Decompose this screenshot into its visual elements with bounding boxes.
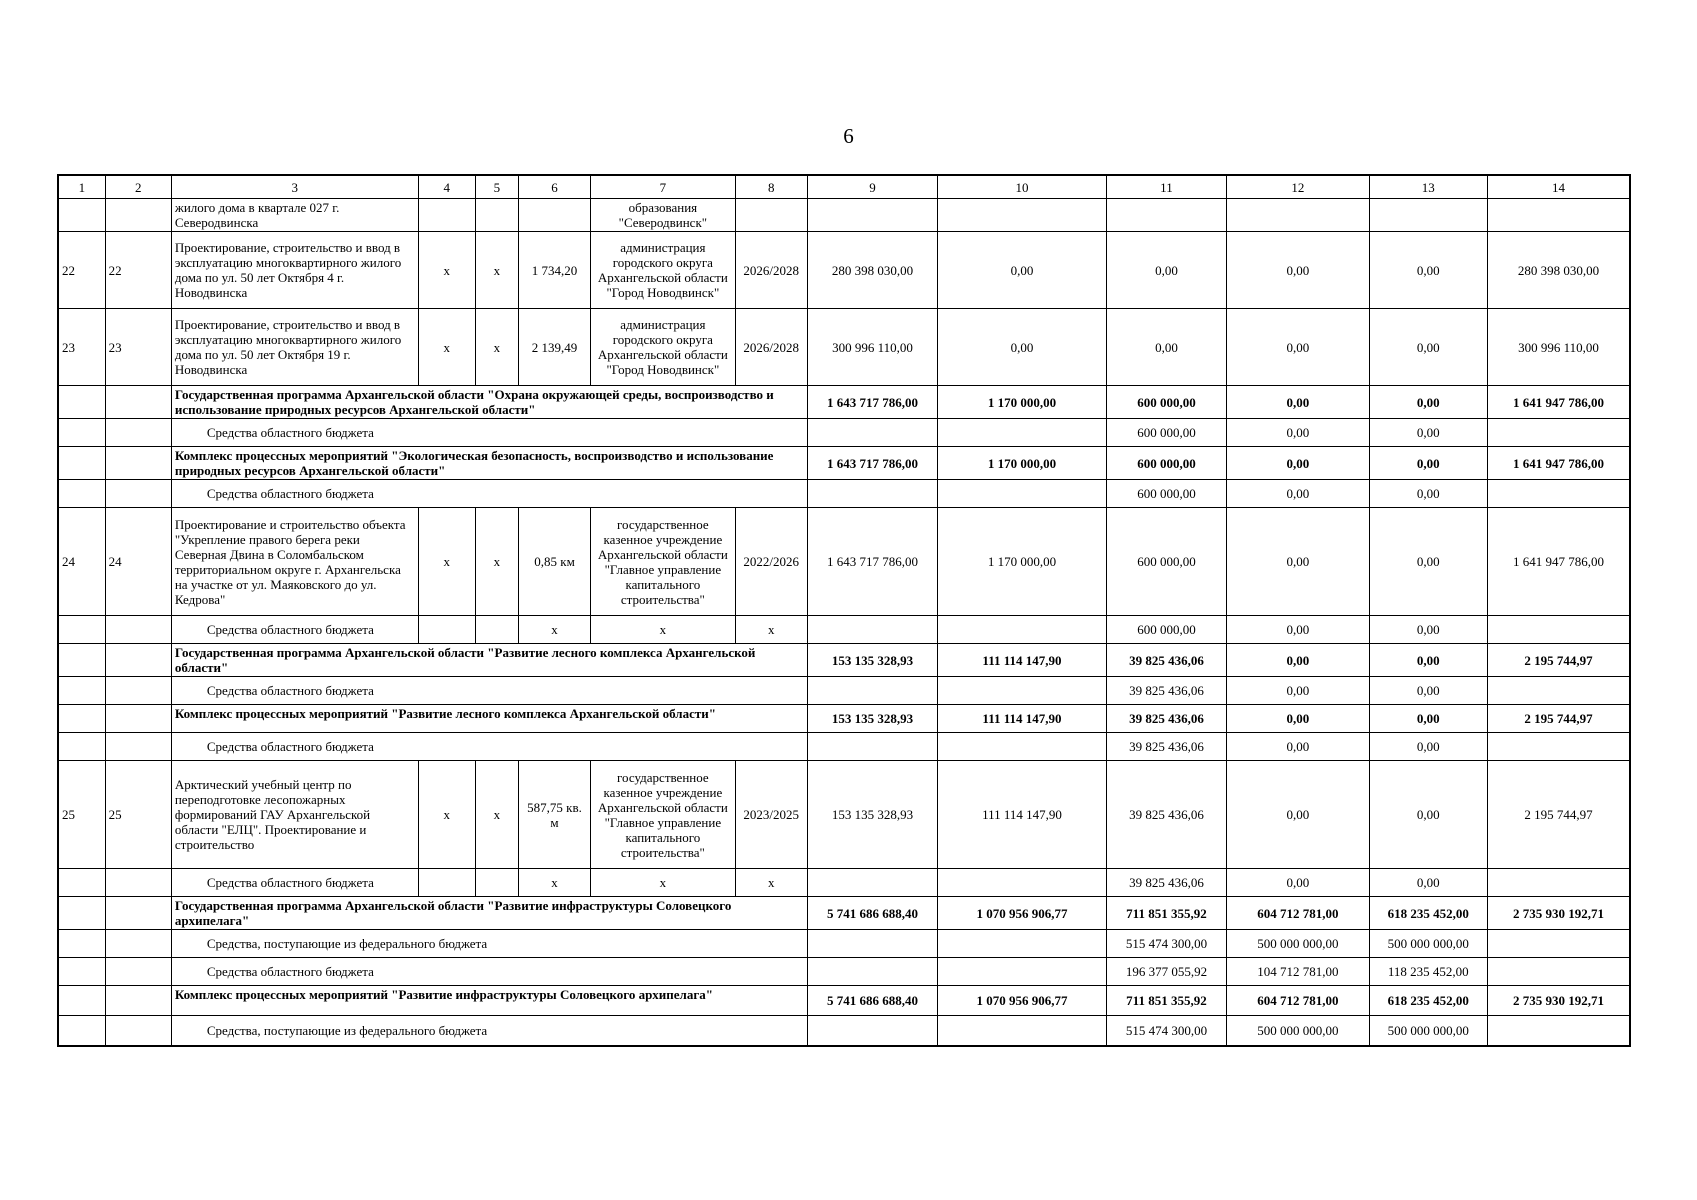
- object-number-cell: [105, 986, 171, 1016]
- value-cell-10: 111 114 147,90: [938, 644, 1107, 677]
- column-number-header: 5: [475, 175, 518, 199]
- customer-cell: администрация городского округа Архангельской области "Город Новодвинск": [591, 232, 735, 309]
- object-number-cell: [105, 897, 171, 930]
- value-cell-10: 1 170 000,00: [938, 447, 1107, 480]
- row-number-cell: [58, 1016, 105, 1046]
- value-cell-9: 1 643 717 786,00: [807, 508, 937, 616]
- column-number-header: 10: [938, 175, 1107, 199]
- program-row: [58, 705, 1630, 733]
- value-cell-11: 711 851 355,92: [1106, 986, 1226, 1016]
- row-number-cell: 25: [58, 761, 105, 869]
- value-cell-13: 0,00: [1369, 480, 1487, 508]
- funding-source-name-cell: Средства областного бюджета: [171, 869, 418, 897]
- value-cell-10: [938, 677, 1107, 705]
- value-cell-9: 300 996 110,00: [807, 309, 937, 386]
- row-number-cell: [58, 986, 105, 1016]
- value-cell-9: [807, 869, 937, 897]
- cell-5: х: [475, 232, 518, 309]
- value-cell-11: 600 000,00: [1106, 386, 1226, 419]
- value-cell-13: 618 235 452,00: [1369, 897, 1487, 930]
- value-cell-14: [1487, 616, 1630, 644]
- value-cell-9: 153 135 328,93: [807, 761, 937, 869]
- value-cell-11: 0,00: [1106, 309, 1226, 386]
- object-row: [58, 508, 1630, 616]
- object-number-cell: [105, 1016, 171, 1046]
- program-row: [58, 644, 1630, 677]
- column-number-header: 9: [807, 175, 937, 199]
- value-cell-10: [938, 958, 1107, 986]
- object-name-cell: жилого дома в квартале 027 г. Северодвинска: [171, 199, 418, 232]
- column-number-header: 2: [105, 175, 171, 199]
- object-number-cell: [105, 447, 171, 480]
- value-cell-11: 39 825 436,06: [1106, 677, 1226, 705]
- value-cell-11: 600 000,00: [1106, 419, 1226, 447]
- value-cell-14: 1 641 947 786,00: [1487, 386, 1630, 419]
- value-cell-12: 0,00: [1227, 677, 1369, 705]
- row-number-cell: [58, 733, 105, 761]
- cell-5: х: [475, 761, 518, 869]
- column-number-header: 3: [171, 175, 418, 199]
- object-number-cell: 25: [105, 761, 171, 869]
- value-cell-11: [1106, 199, 1226, 232]
- row-number-cell: [58, 644, 105, 677]
- cell-5: х: [475, 508, 518, 616]
- column-number-header: 14: [1487, 175, 1630, 199]
- value-cell-14: 280 398 030,00: [1487, 232, 1630, 309]
- funding-source-row: [58, 1016, 1630, 1046]
- value-cell-13: 0,00: [1369, 232, 1487, 309]
- row-number-cell: [58, 869, 105, 897]
- value-cell-12: 0,00: [1227, 644, 1369, 677]
- value-cell-11: 196 377 055,92: [1106, 958, 1226, 986]
- value-cell-9: [807, 677, 937, 705]
- value-cell-14: 300 996 110,00: [1487, 309, 1630, 386]
- column-number-header: 12: [1227, 175, 1369, 199]
- funding-source-row: [58, 419, 1630, 447]
- value-cell-9: 280 398 030,00: [807, 232, 937, 309]
- budget-table: [57, 174, 1631, 1047]
- row-number-cell: 22: [58, 232, 105, 309]
- value-cell-12: 0,00: [1227, 508, 1369, 616]
- funding-source-name-cell: Средства областного бюджета: [171, 419, 807, 447]
- customer-cell: администрация городского округа Архангельской области "Город Новодвинск": [591, 309, 735, 386]
- value-cell-14: 2 195 744,97: [1487, 644, 1630, 677]
- row-number-cell: 23: [58, 309, 105, 386]
- row-number-cell: [58, 199, 105, 232]
- continued-row: [58, 199, 1630, 232]
- value-cell-14: [1487, 419, 1630, 447]
- value-cell-13: [1369, 199, 1487, 232]
- period-cell: 2023/2025: [735, 761, 807, 869]
- value-cell-10: [938, 419, 1107, 447]
- program-name-cell: Комплекс процессных мероприятий "Развитие инфраструктуры Соловецкого архипелага": [171, 986, 807, 1016]
- value-cell-12: 0,00: [1227, 705, 1369, 733]
- value-cell-12: 0,00: [1227, 419, 1369, 447]
- column-number-header-row: [58, 175, 1630, 199]
- value-cell-11: 711 851 355,92: [1106, 897, 1226, 930]
- value-cell-14: [1487, 733, 1630, 761]
- program-row: [58, 386, 1630, 419]
- value-cell-11: 600 000,00: [1106, 616, 1226, 644]
- customer-cell: государственное казенное учреждение Архангельской области "Главное управление капитального строительства": [591, 761, 735, 869]
- value-cell-11: 515 474 300,00: [1106, 1016, 1226, 1046]
- value-cell-12: 0,00: [1227, 869, 1369, 897]
- value-cell-14: [1487, 480, 1630, 508]
- object-row: [58, 309, 1630, 386]
- value-cell-9: [807, 958, 937, 986]
- value-cell-14: [1487, 1016, 1630, 1046]
- value-cell-12: 0,00: [1227, 761, 1369, 869]
- object-number-cell: [105, 869, 171, 897]
- value-cell-10: 111 114 147,90: [938, 761, 1107, 869]
- value-cell-8: [735, 199, 807, 232]
- value-cell-14: [1487, 930, 1630, 958]
- value-cell-10: [938, 199, 1107, 232]
- value-cell-9: 1 643 717 786,00: [807, 447, 937, 480]
- value-cell-11: 39 825 436,06: [1106, 869, 1226, 897]
- object-row: [58, 232, 1630, 309]
- program-name-cell: Государственная программа Архангельской области "Развитие инфраструктуры Соловецкого архипелага": [171, 897, 807, 930]
- value-cell-9: [807, 733, 937, 761]
- value-cell-14: [1487, 869, 1630, 897]
- funding-source-name-cell: Средства областного бюджета: [171, 733, 807, 761]
- value-cell-12: 0,00: [1227, 733, 1369, 761]
- page-number: 6: [843, 124, 854, 148]
- object-number-cell: [105, 958, 171, 986]
- value-cell-14: 1 641 947 786,00: [1487, 447, 1630, 480]
- object-number-cell: [105, 386, 171, 419]
- customer-cell: х: [591, 869, 735, 897]
- cell-4: [418, 616, 475, 644]
- value-cell-10: [938, 733, 1107, 761]
- object-number-cell: [105, 199, 171, 232]
- value-cell-12: 604 712 781,00: [1227, 986, 1369, 1016]
- row-number-cell: [58, 677, 105, 705]
- column-number-header: 6: [518, 175, 590, 199]
- value-cell-9: [807, 616, 937, 644]
- value-cell-13: 0,00: [1369, 761, 1487, 869]
- value-cell-11: 0,00: [1106, 232, 1226, 309]
- value-cell-10: [938, 1016, 1107, 1046]
- value-cell-14: 2 735 930 192,71: [1487, 986, 1630, 1016]
- funding-source-name-cell: Средства, поступающие из федерального бюджета: [171, 1016, 807, 1046]
- funding-source-row: [58, 930, 1630, 958]
- column-number-header: 1: [58, 175, 105, 199]
- value-cell-10: [938, 869, 1107, 897]
- object-number-cell: 22: [105, 232, 171, 309]
- value-cell-11: 39 825 436,06: [1106, 644, 1226, 677]
- program-row: [58, 447, 1630, 480]
- value-cell-13: 0,00: [1369, 386, 1487, 419]
- value-cell-14: [1487, 677, 1630, 705]
- value-cell-10: [938, 930, 1107, 958]
- program-row: [58, 986, 1630, 1016]
- funding-source-name-cell: Средства областного бюджета: [171, 677, 807, 705]
- customer-cell: образования "Северодвинск": [591, 199, 735, 232]
- cell-5: х: [475, 309, 518, 386]
- funding-source-name-cell: Средства, поступающие из федерального бюджета: [171, 930, 807, 958]
- value-cell-12: [1227, 199, 1369, 232]
- row-number-cell: [58, 958, 105, 986]
- object-name-cell: Проектирование, строительство и ввод в эксплуатацию многоквартирного жилого дома по ул. 50 лет Октября 4 г. Новодвинска: [171, 232, 418, 309]
- funding-source-name-cell: Средства областного бюджета: [171, 958, 807, 986]
- customer-cell: государственное казенное учреждение Архангельской области "Главное управление капитального строительства": [591, 508, 735, 616]
- funding-source-row: [58, 958, 1630, 986]
- value-cell-14: 2 735 930 192,71: [1487, 897, 1630, 930]
- object-number-cell: [105, 677, 171, 705]
- funding-source-row: [58, 733, 1630, 761]
- row-number-cell: 24: [58, 508, 105, 616]
- object-number-cell: [105, 419, 171, 447]
- program-name-cell: Государственная программа Архангельской области "Охрана окружающей среды, воспроизводство и использование природных ресурсов Архангельской области": [171, 386, 807, 419]
- cell-5: [475, 869, 518, 897]
- value-cell-13: 500 000 000,00: [1369, 930, 1487, 958]
- value-cell-10: 0,00: [938, 232, 1107, 309]
- object-number-cell: [105, 644, 171, 677]
- row-number-cell: [58, 480, 105, 508]
- value-cell-11: 600 000,00: [1106, 508, 1226, 616]
- program-name-cell: Государственная программа Архангельской области "Развитие лесного комплекса Архангельской области": [171, 644, 807, 677]
- column-number-header: 13: [1369, 175, 1487, 199]
- value-cell-13: 0,00: [1369, 705, 1487, 733]
- object-number-cell: 23: [105, 309, 171, 386]
- value-cell-14: 2 195 744,97: [1487, 761, 1630, 869]
- value-cell-13: 0,00: [1369, 616, 1487, 644]
- object-name-cell: Проектирование и строительство объекта "Укрепление правого берега реки Северная Двина в Соломбальском территориальном округе г. Архангельска на участке от ул. Маяковского до ул. Кедрова": [171, 508, 418, 616]
- value-cell-13: 0,00: [1369, 309, 1487, 386]
- program-name-cell: Комплекс процессных мероприятий "Экологическая безопасность, воспроизводство и использование природных ресурсов Архангельской области": [171, 447, 807, 480]
- capacity-cell: х: [518, 869, 590, 897]
- value-cell-11: 39 825 436,06: [1106, 705, 1226, 733]
- value-cell-14: [1487, 199, 1630, 232]
- value-cell-12: 0,00: [1227, 232, 1369, 309]
- value-cell-13: 500 000 000,00: [1369, 1016, 1487, 1046]
- column-number-header: 4: [418, 175, 475, 199]
- value-cell-14: [1487, 958, 1630, 986]
- value-cell-10: 1 070 956 906,77: [938, 986, 1107, 1016]
- value-cell-12: 500 000 000,00: [1227, 1016, 1369, 1046]
- value-cell-12: 0,00: [1227, 480, 1369, 508]
- customer-cell: х: [591, 616, 735, 644]
- column-number-header: 8: [735, 175, 807, 199]
- cell-4: х: [418, 508, 475, 616]
- funding-source-row: [58, 480, 1630, 508]
- funding-source-row: [58, 616, 1630, 644]
- value-cell-10: 0,00: [938, 309, 1107, 386]
- cell-5: [475, 199, 518, 232]
- value-cell-13: 118 235 452,00: [1369, 958, 1487, 986]
- object-name-cell: Проектирование, строительство и ввод в эксплуатацию многоквартирного жилого дома по ул. 50 лет Октября 19 г. Новодвинска: [171, 309, 418, 386]
- period-cell: 2022/2026: [735, 508, 807, 616]
- row-number-cell: [58, 930, 105, 958]
- value-cell-13: 0,00: [1369, 419, 1487, 447]
- value-cell-10: 1 170 000,00: [938, 508, 1107, 616]
- column-number-header: 11: [1106, 175, 1226, 199]
- row-number-cell: [58, 419, 105, 447]
- value-cell-9: [807, 419, 937, 447]
- period-cell: 2026/2028: [735, 309, 807, 386]
- period-cell: х: [735, 616, 807, 644]
- funding-source-row: [58, 869, 1630, 897]
- object-number-cell: [105, 616, 171, 644]
- capacity-cell: [518, 199, 590, 232]
- value-cell-13: 0,00: [1369, 508, 1487, 616]
- value-cell-10: 111 114 147,90: [938, 705, 1107, 733]
- value-cell-9: [807, 480, 937, 508]
- value-cell-10: 1 170 000,00: [938, 386, 1107, 419]
- object-row: [58, 761, 1630, 869]
- funding-source-name-cell: Средства областного бюджета: [171, 480, 807, 508]
- object-name-cell: Арктический учебный центр по переподготовке лесопожарных формирований ГАУ Архангельской области "ЕЛЦ". Проектирование и строительство: [171, 761, 418, 869]
- row-number-cell: [58, 447, 105, 480]
- value-cell-9: 5 741 686 688,40: [807, 986, 937, 1016]
- value-cell-12: 604 712 781,00: [1227, 897, 1369, 930]
- cell-4: х: [418, 232, 475, 309]
- period-cell: 2026/2028: [735, 232, 807, 309]
- funding-source-row: [58, 677, 1630, 705]
- value-cell-9: [807, 930, 937, 958]
- value-cell-9: 5 741 686 688,40: [807, 897, 937, 930]
- value-cell-11: 600 000,00: [1106, 447, 1226, 480]
- value-cell-9: 1 643 717 786,00: [807, 386, 937, 419]
- cell-4: [418, 869, 475, 897]
- row-number-cell: [58, 386, 105, 419]
- value-cell-9: 153 135 328,93: [807, 644, 937, 677]
- value-cell-9: [807, 1016, 937, 1046]
- value-cell-9: 153 135 328,93: [807, 705, 937, 733]
- cell-5: [475, 616, 518, 644]
- row-number-cell: [58, 705, 105, 733]
- object-number-cell: [105, 480, 171, 508]
- value-cell-13: 0,00: [1369, 447, 1487, 480]
- capacity-cell: 587,75 кв. м: [518, 761, 590, 869]
- value-cell-13: 0,00: [1369, 677, 1487, 705]
- capacity-cell: 0,85 км: [518, 508, 590, 616]
- value-cell-10: [938, 480, 1107, 508]
- capacity-cell: 1 734,20: [518, 232, 590, 309]
- value-cell-11: 600 000,00: [1106, 480, 1226, 508]
- row-number-cell: [58, 897, 105, 930]
- value-cell-12: 500 000 000,00: [1227, 930, 1369, 958]
- object-number-cell: [105, 930, 171, 958]
- cell-4: х: [418, 309, 475, 386]
- value-cell-13: 0,00: [1369, 644, 1487, 677]
- value-cell-13: 618 235 452,00: [1369, 986, 1487, 1016]
- cell-4: [418, 199, 475, 232]
- value-cell-11: 39 825 436,06: [1106, 761, 1226, 869]
- object-number-cell: [105, 705, 171, 733]
- program-name-cell: Комплекс процессных мероприятий "Развитие лесного комплекса Архангельской области": [171, 705, 807, 733]
- value-cell-12: 0,00: [1227, 447, 1369, 480]
- value-cell-10: [938, 616, 1107, 644]
- value-cell-11: 515 474 300,00: [1106, 930, 1226, 958]
- capacity-cell: х: [518, 616, 590, 644]
- capacity-cell: 2 139,49: [518, 309, 590, 386]
- funding-source-name-cell: Средства областного бюджета: [171, 616, 418, 644]
- value-cell-10: 1 070 956 906,77: [938, 897, 1107, 930]
- value-cell-11: 39 825 436,06: [1106, 733, 1226, 761]
- value-cell-13: 0,00: [1369, 733, 1487, 761]
- column-number-header: 7: [591, 175, 735, 199]
- value-cell-14: 2 195 744,97: [1487, 705, 1630, 733]
- value-cell-12: 0,00: [1227, 309, 1369, 386]
- object-number-cell: [105, 733, 171, 761]
- cell-4: х: [418, 761, 475, 869]
- program-row: [58, 897, 1630, 930]
- period-cell: х: [735, 869, 807, 897]
- value-cell-12: 0,00: [1227, 386, 1369, 419]
- value-cell-13: 0,00: [1369, 869, 1487, 897]
- value-cell-9: [807, 199, 937, 232]
- value-cell-12: 104 712 781,00: [1227, 958, 1369, 986]
- object-number-cell: 24: [105, 508, 171, 616]
- row-number-cell: [58, 616, 105, 644]
- value-cell-14: 1 641 947 786,00: [1487, 508, 1630, 616]
- value-cell-12: 0,00: [1227, 616, 1369, 644]
